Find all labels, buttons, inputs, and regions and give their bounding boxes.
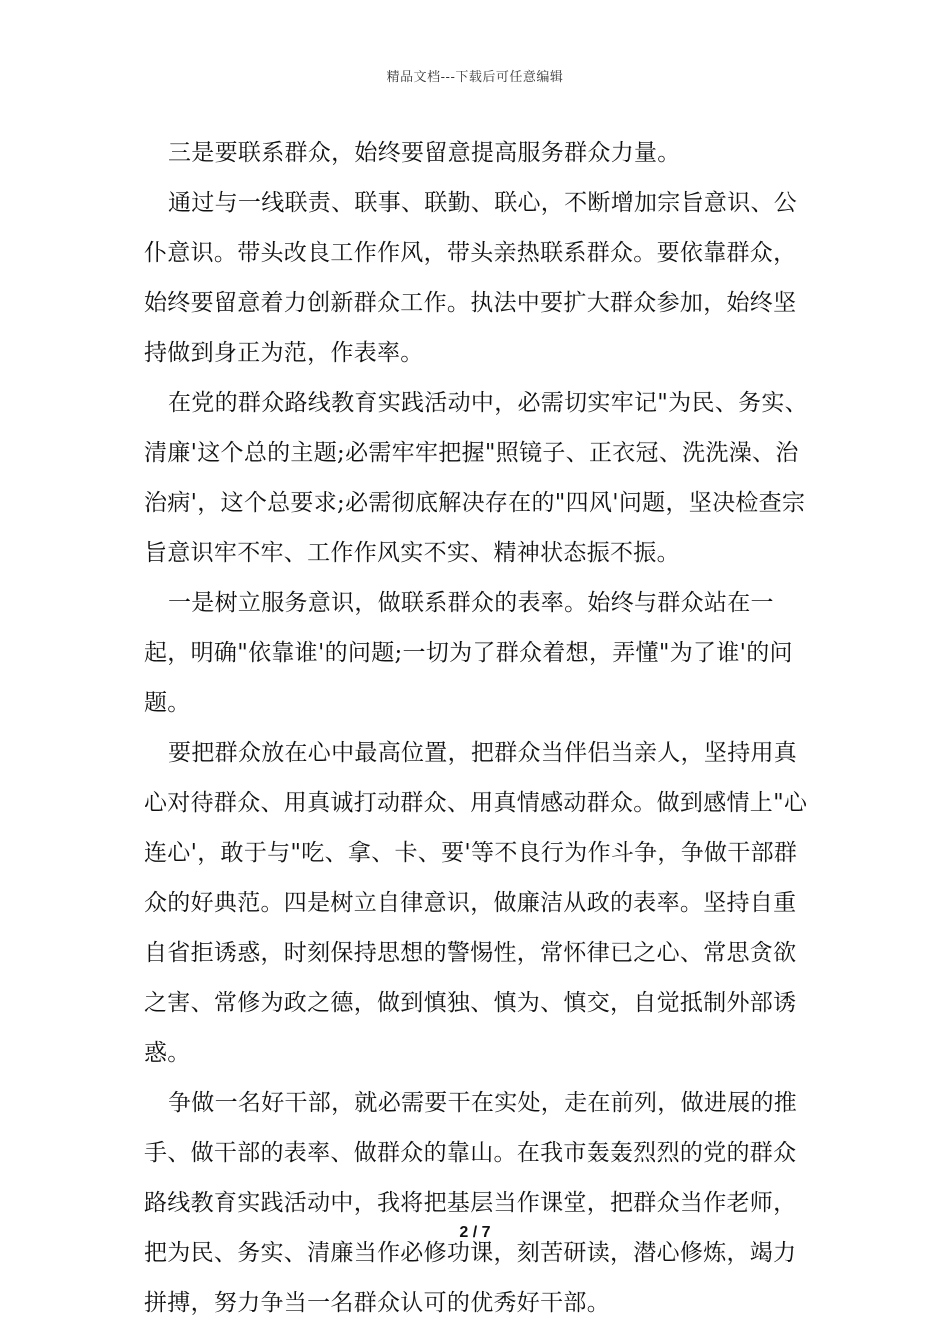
paragraph-4: 一是树立服务意识，做联系群众的表率。始终与群众站在一起，明确"依靠谁'的问题;一切为了群众着想，弄懂"为了谁'的问题。 — [144, 590, 793, 716]
paragraph-3: 在党的群众路线教育实践活动中，必需切实牢记"为民、务实、清廉'这个总的主题;必需牢牢把握"照镜子、正衣冠、洗洗澡、治治病'，这个总要求;必需彻底解决存在的"四风'问题，坚决检查宗旨意识牢不牢、工作作风实不实、精神状态振不振。 — [144, 390, 808, 566]
paragraph-6: 争做一名好干部，就必需要干在实处，走在前列，做进展的推手、做干部的表率、做群众的靠山。在我市轰轰烈烈的党的群众路线教育实践活动中，我将把基层当作课堂，把群众当作老师，把为民、务实、清廉当作必修功课，刻苦研读，潜心修炼，竭力拼搏，努力争当一名群众认可的优秀好干部。 — [144, 1090, 798, 1316]
paragraph-1: 三是要联系群众，始终要留意提高服务群众力量。 — [168, 140, 681, 166]
paragraph-2: 通过与一线联责、联事、联勤、联心，不断增加宗旨意识、公仆意识。带头改良工作作风，带头亲热联系群众。要依靠群众，始终要留意着力创新群众工作。执法中要扩大群众参加，始终坚持做到身正为范，作表率。 — [144, 190, 798, 366]
paragraph-5: 要把群众放在心中最高位置，把群众当伴侣当亲人，坚持用真心对待群众、用真诚打动群众、用真情感动群众。做到感情上"心连心'，敢于与"吃、拿、卡、要'等不良行为作斗争，争做干部群众的好典范。四是树立自律意识，做廉洁从政的表率。坚持自重自省拒诱惑，时刻保持思想的警惕性，常怀律已之心、常思贪欲之害、常修为政之德，做到慎独、慎为、慎交，自觉抵制外部诱惑。 — [144, 740, 808, 1066]
page-header: 精品文档---下载后可任意编辑 — [386, 70, 564, 85]
page-number: 2 / 7 — [459, 1224, 491, 1241]
document-body — [144, 128, 808, 1328]
